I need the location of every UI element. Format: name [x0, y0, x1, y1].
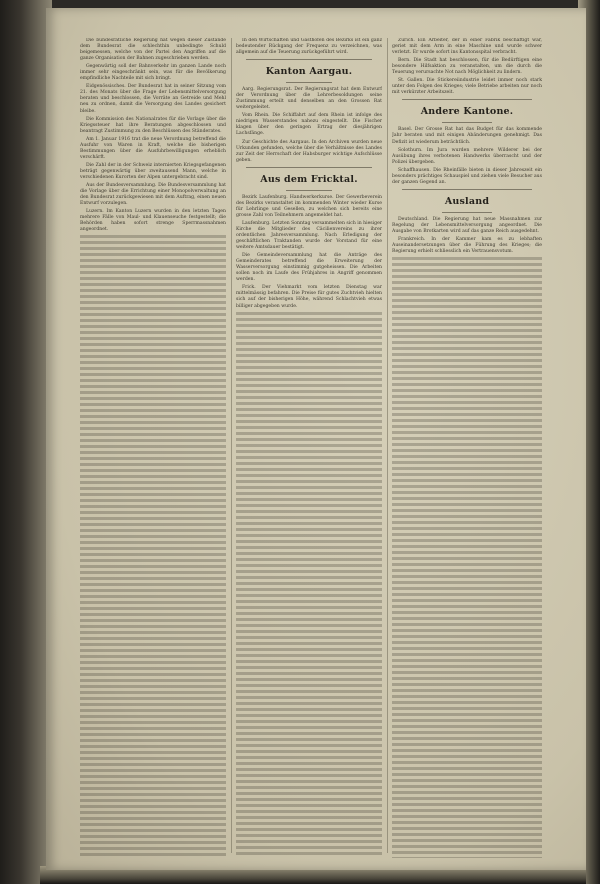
column-3: [392, 38, 542, 858]
article-paragraph: Luzern. Im Kanton Luzern wurden in den letzten Tagen mehrere Fälle von Maul- und Klauenseuche festgestellt; die Behörden haben sofort strenge Sperrmassnahmen angeordnet.: [80, 209, 226, 233]
divider: [442, 122, 492, 123]
article-paragraph: Die Zahl der in der Schweiz internierten Kriegsgefangenen beträgt gegenwärtig über zweitausend Mann, welche in verschiedenen Kurorten der Alpen untergebracht sind.: [80, 162, 226, 180]
article-paragraph: St. Gallen. Die Stickereiindustrie leidet immer noch stark unter den Folgen des Krieges; viele Betriebe arbeiten nur noch mit verkürzter Arbeitszeit.: [392, 78, 542, 96]
article-paragraph: Schaffhausen. Die Rheinfälle bieten in dieser Jahreszeit ein besonders prächtiges Schauspiel und ziehen viele Besucher aus der ganzen Gegend an.: [392, 167, 542, 185]
column-rule: [231, 38, 232, 853]
article-paragraph: In den Wirtschaften und Gasthöfen des Bezirks ist ein ganz bedeutender Rückgang der Frequenz zu verzeichnen, was allgemein auf die Teuerung zurückgeführt wird.: [236, 38, 382, 56]
article-paragraph: Die Kommission des Nationalrates für die Vorlage über die Kriegssteuer hat ihre Beratungen abgeschlossen und beantragt Zustimmung zu den Beschlüssen des Ständerates.: [80, 116, 226, 134]
article-paragraph: Deutschland. Die Regierung hat neue Massnahmen zur Regelung der Lebensmittelversorgung angeordnet. Die Ausgabe von Brotkarten wird auf das ganze Reich ausgedehnt.: [392, 216, 542, 234]
section-heading-andere-kantone: Andere Kantone.: [420, 106, 514, 118]
text-filler: [80, 235, 226, 858]
article-paragraph: Zürich. Ein Arbeiter, der in einer Fabrik beschäftigt war, geriet mit dem Arm in eine Maschine und wurde schwer verletzt. Er wurde sofort ins Kantonsspital verbracht.: [392, 38, 542, 56]
article-paragraph: Vom Rhein. Die Schiffahrt auf dem Rhein ist infolge des niedrigen Wasserstandes nahezu eingestellt. Die Fischer klagen über den geringen Ertrag der diesjährigen Lachsfänge.: [236, 113, 382, 137]
article-paragraph: Frankreich. In der Kammer kam es zu lebhaften Auseinandersetzungen über die Führung des Krieges; die Regierung erhielt schliesslich ein Vertrauensvotum.: [392, 236, 542, 255]
section-heading-aus-dem-fricktal: Aus dem Fricktal.: [260, 173, 358, 185]
column-1: [80, 38, 226, 858]
article-paragraph: Bezirk Laufenburg. Handwerkerkurse. Der Gewerbeverein des Bezirks veranstaltet im kommenden Winter wieder Kurse für Lehrlinge und Gesellen, zu welchen sich bereits eine grosse Zahl von Teilnehmern angemeldet hat.: [236, 194, 382, 218]
divider: [442, 212, 492, 213]
divider: [286, 82, 332, 83]
article-paragraph: Basel. Der Grosse Rat hat das Budget für das kommende Jahr beraten und mit einigen Abänderungen genehmigt. Das Defizit ist wiederum beträchtlich.: [392, 127, 542, 145]
divider: [402, 189, 532, 190]
divider: [402, 99, 532, 100]
article-paragraph: Die bundesrätliche Regierung hat wegen dieser Zustände dem Bundesrat die schlechthin unbedingte Schuld beigemessen, welche von der Partei den Angriffen auf die ganze Organisation der Bahnen zugeschrieben werden.: [80, 38, 226, 62]
article-paragraph: Gegenwärtig soll der Bahnverkehr im ganzen Lande noch immer sehr eingeschränkt sein, was für die Bevölkerung empfindliche Nachteile mit sich bringt.: [80, 64, 226, 82]
section-heading-ausland: Ausland: [444, 195, 490, 207]
article-paragraph: Die Gemeindeversammlung hat die Anträge des Gemeinderates betreffend die Erweiterung der Wasserversorgung einstimmig gutgeheissen. Die Arbeiten sollen noch im Laufe des Frühjahres in Angriff genommen werden.: [236, 253, 382, 283]
divider: [246, 167, 372, 168]
article-paragraph: Frick. Der Viehmarkt vom letzten Dienstag war mittelmässig befahren. Die Preise für gutes Zuchtvieh hielten sich auf der bisherigen Höhe, während Schlachtvieh etwas billiger abgegeben wurde.: [236, 285, 382, 309]
column-2: [236, 38, 382, 858]
article-paragraph: Laufenburg. Letzten Sonntag versammelten sich in hiesiger Kirche die Mitglieder des Cäcilienvereins zu ihrer ordentlichen Jahresversammlung. Nach Erledigung der geschäftlichen Traktanden wurde der Vorstand für eine weitere Amtsdauer bestätigt.: [236, 220, 382, 251]
column-rule: [387, 38, 388, 853]
article-paragraph: Aarg. Regierungsrat. Der Regierungsrat hat dem Entwurf der Verordnung über die Lehrerbesoldungen seine Zustimmung erteilt und denselben an den Grossen Rat weitergeleitet.: [236, 87, 382, 111]
text-filler: [392, 257, 542, 858]
divider: [246, 59, 372, 60]
article-paragraph: Am 1. Januar 1916 trat die neue Verordnung betreffend die Ausfuhr von Waren in Kraft, welche die bisherigen Bestimmungen über die Ausfuhrbewilligungen erheblich verschärft.: [80, 136, 226, 160]
article-paragraph: Zur Geschichte des Aargaus. In den Archiven wurden neue Urkunden gefunden, welche über die Verhältnisse des Landes zur Zeit der Herrschaft der Habsburger wichtige Aufschlüsse geben.: [236, 139, 382, 163]
book-spine: [0, 0, 52, 884]
article-paragraph: Aus der Bundesversammlung. Die Bundesversammlung hat die Vorlage über die Errichtung einer Monopolverwaltung an den Bundesrat zurückgewiesen mit dem Auftrag, einen neuen Entwurf vorzulegen.: [80, 183, 226, 207]
text-filler: [236, 312, 382, 858]
article-paragraph: Bern. Die Stadt hat beschlossen, für die Bedürftigen eine besondere Hilfsaktion zu veranstalten, um die durch die Teuerung verursachte Not nach Möglichkeit zu lindern.: [392, 58, 542, 76]
article-paragraph: Eidgenössisches. Der Bundesrat hat in seiner Sitzung vom 21. des Monats über die Frage der Lebensmittelversorgung beraten und beschlossen, die Vorräte an Getreide und Mehl neu zu ordnen, damit die Versorgung des Landes gesichert bleibe.: [80, 84, 226, 114]
section-heading-kanton-aargau: Kanton Aargau.: [265, 66, 353, 78]
divider: [286, 190, 332, 191]
article-paragraph: Solothurn. Im Jura wurden mehrere Wilderer bei der Ausübung ihres verbotenen Handwerks überrascht und der Polizei übergeben.: [392, 147, 542, 165]
newspaper-page: [46, 8, 586, 870]
